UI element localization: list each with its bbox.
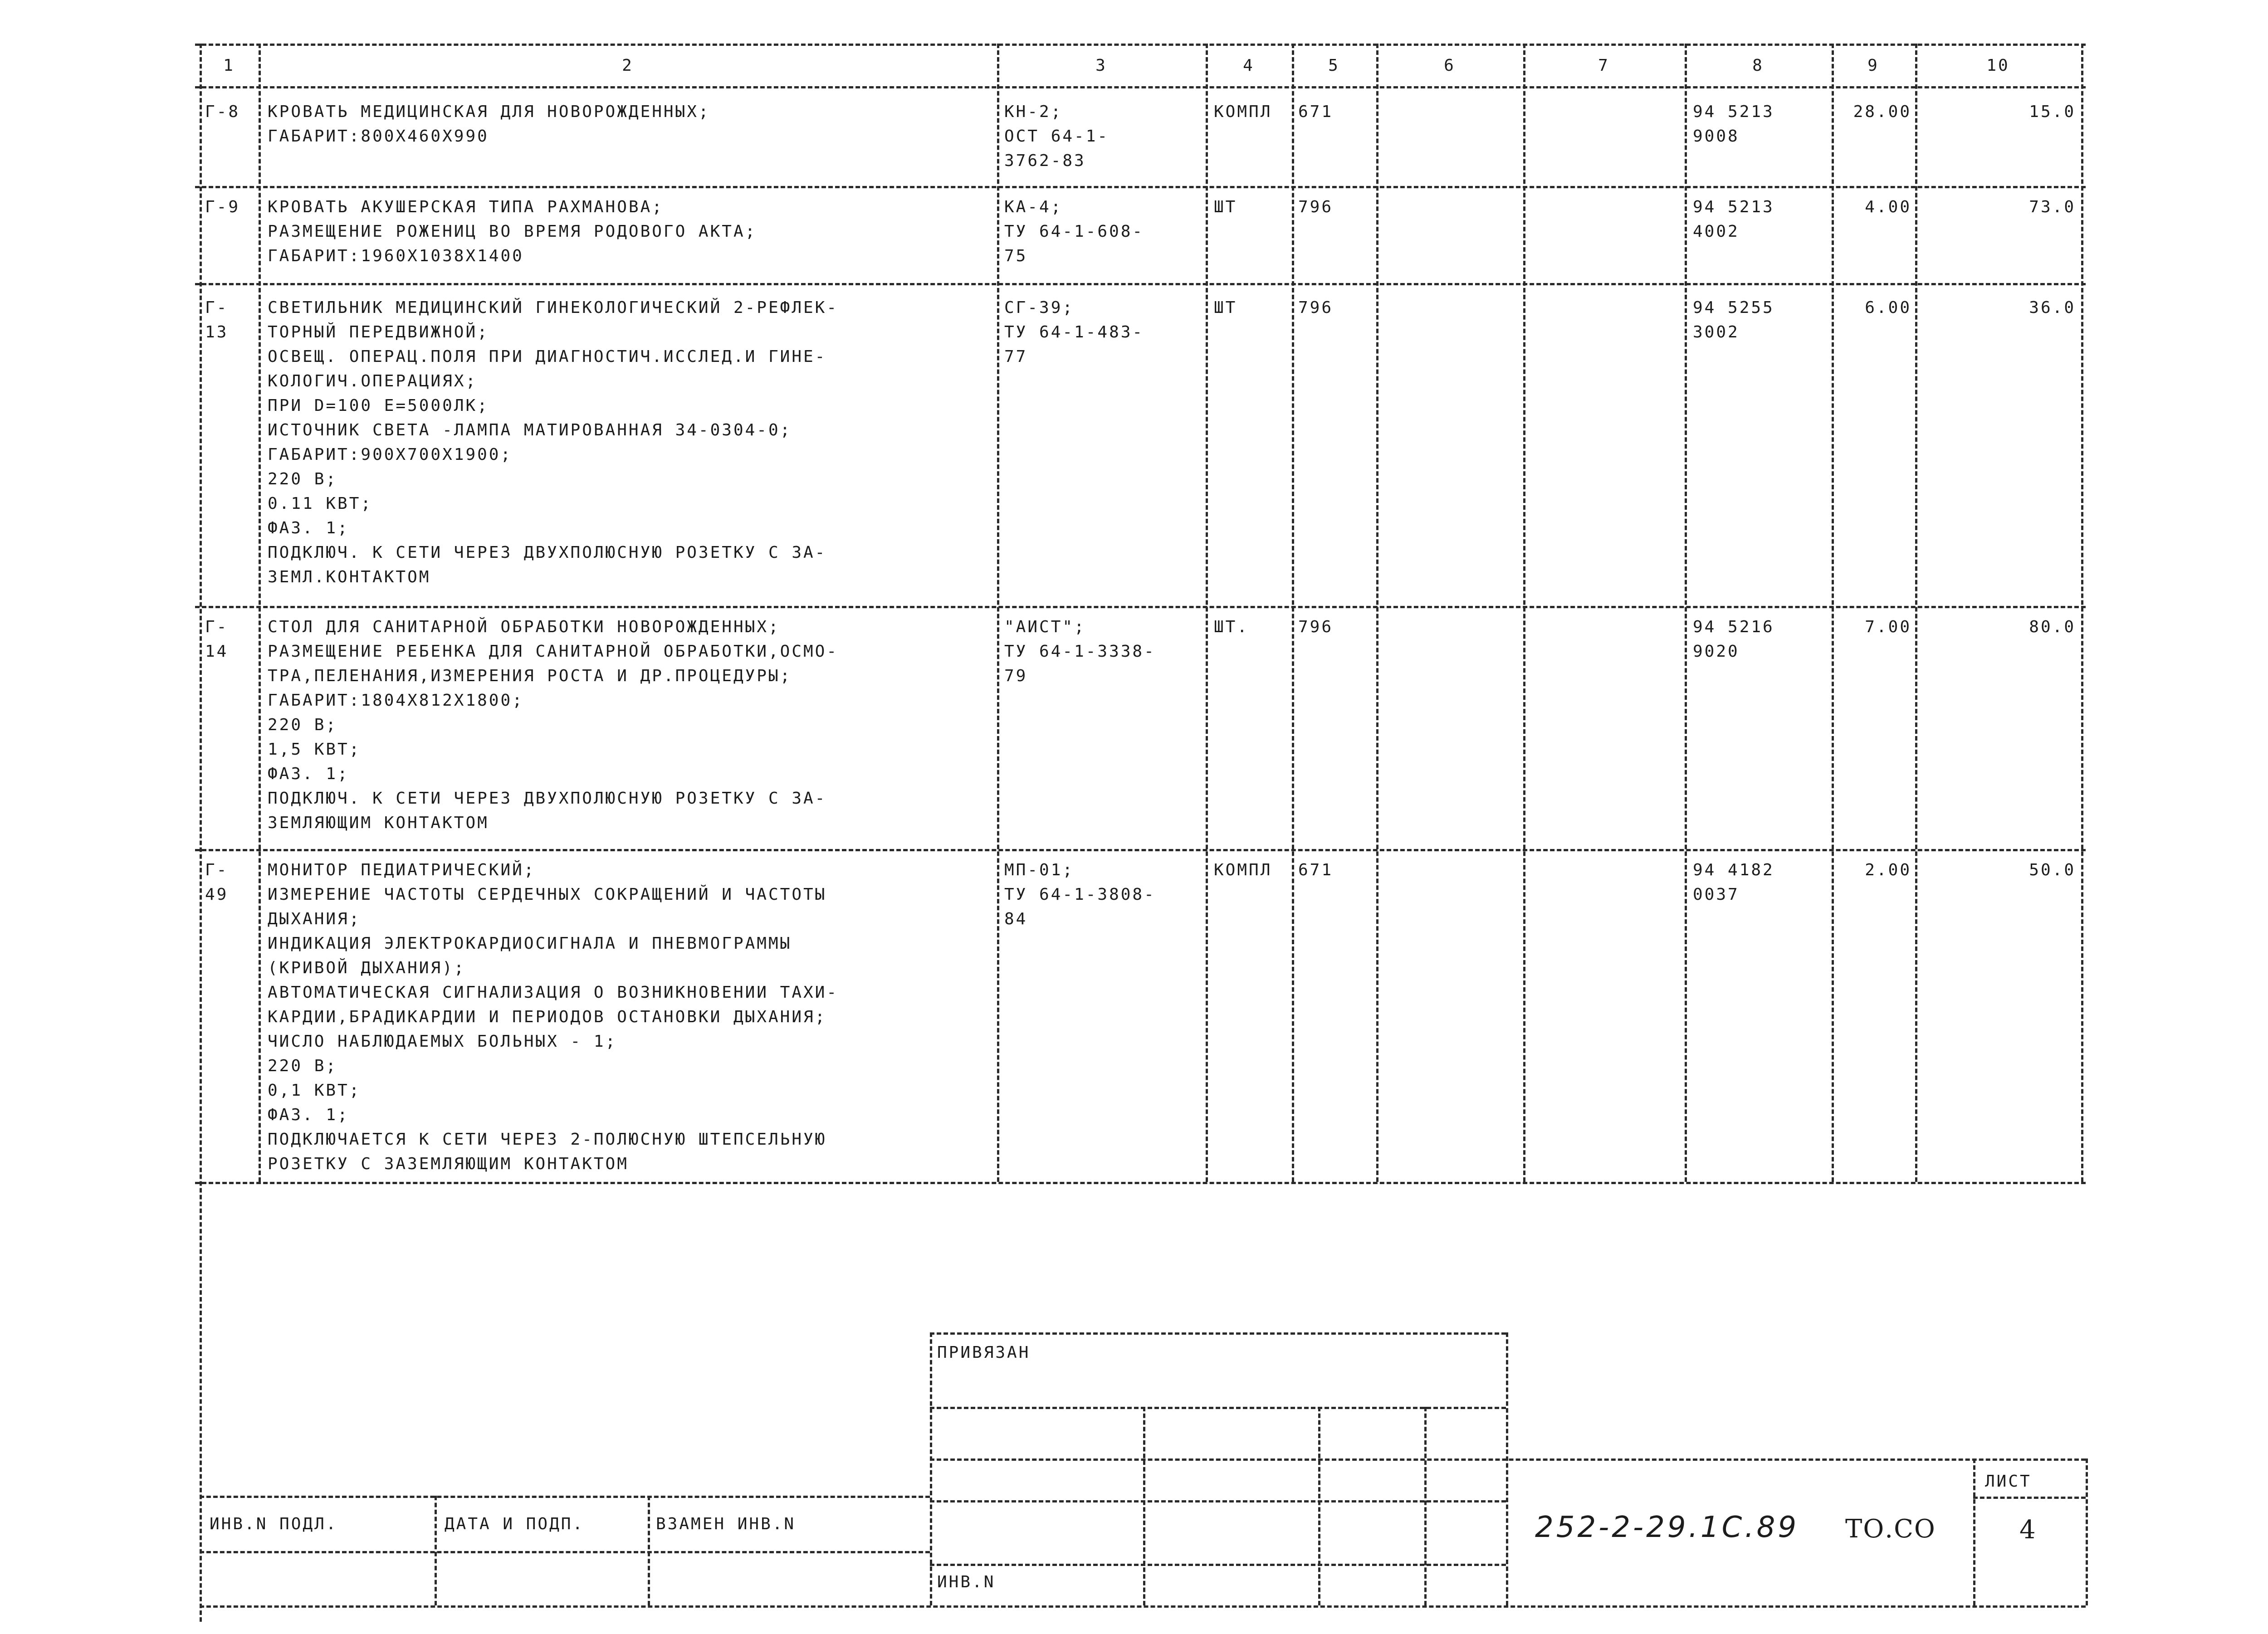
cell-text: КРОВАТЬ МЕДИЦИНСКАЯ ДЛЯ НОВОРОЖДЕННЫХ; (268, 102, 710, 121)
cell-text: КН-2; (1004, 102, 1063, 121)
stamp-line (930, 1500, 1506, 1502)
cell-text: 796 (1298, 198, 1334, 216)
cell-text: 73.0 (2029, 198, 2076, 216)
cell-text: 14 (205, 642, 229, 661)
cell-text: 77 (1004, 347, 1028, 366)
cell-text: 2.00 (1865, 861, 1911, 879)
cell-text: ОСТ 64-1- (1004, 127, 1110, 146)
cell-text: 36.0 (2029, 298, 2076, 317)
cell-text: ИНДИКАЦИЯ ЭЛЕКТРОКАРДИОСИГНАЛА И ПНЕВМОГРАММЫ (268, 934, 792, 953)
cell-text: ФАЗ. 1; (268, 1106, 349, 1124)
row-divider (195, 186, 2086, 188)
cell-text: (КРИВОЙ ДЫХАНИЯ); (268, 959, 466, 977)
cell-text: Г-8 (205, 102, 240, 121)
column-line (997, 44, 999, 1182)
cell-text: 94 4182 (1693, 861, 1774, 879)
cell-text: ИСТОЧНИК СВЕТА -ЛАМПА МАТИРОВАННАЯ 34-0304-0; (268, 421, 792, 439)
stamp-line (1973, 1497, 2086, 1499)
cell-text: Г-9 (205, 198, 240, 216)
cell-text: РАЗМЕЩЕНИЕ РОЖЕНИЦ ВО ВРЕМЯ РОДОВОГО АКТА; (268, 222, 757, 241)
cell-text: ЗЕМЛЯЮЩИМ КОНТАКТОМ (268, 814, 489, 832)
cell-text: 79 (1004, 667, 1028, 685)
cell-text: ШТ. (1214, 618, 1249, 636)
stamp-line (200, 1551, 930, 1553)
stamp-line (1506, 1332, 1508, 1605)
row-divider (195, 849, 2086, 851)
stamp-line (200, 1496, 930, 1498)
cell-text: СВЕТИЛЬНИК МЕДИЦИНСКИЙ ГИНЕКОЛОГИЧЕСКИЙ 2-РЕФЛЕК- (268, 298, 839, 317)
cell-text: 13 (205, 323, 229, 341)
stamp-inv-podl: ИНВ.N ПОДЛ. (210, 1515, 338, 1533)
cell-text: "АИСТ"; (1004, 618, 1086, 636)
column-line (1376, 44, 1378, 1182)
cell-text: 1,5 КВТ; (268, 740, 361, 759)
header-cell: 9 (1867, 56, 1879, 75)
column-line (1292, 44, 1294, 1182)
stamp-inv-n: ИНВ.N (937, 1573, 996, 1591)
cell-text: МП-01; (1004, 861, 1075, 879)
table-top-border (195, 44, 2086, 46)
cell-text: 4.00 (1865, 198, 1911, 216)
cell-text: КОМПЛ (1214, 861, 1272, 879)
cell-text: ТОРНЫЙ ПЕРЕДВИЖНОЙ; (268, 323, 489, 341)
cell-text: ПОДКЛЮЧАЕТСЯ К СЕТИ ЧЕРЕЗ 2-ПОЛЮСНУЮ ШТЕПСЕЛЬНУЮ (268, 1130, 827, 1149)
cell-text: 3762-83 (1004, 151, 1086, 170)
cell-text: 94 5255 (1693, 298, 1774, 317)
stamp-line (200, 1605, 2086, 1608)
column-line (1523, 44, 1525, 1182)
cell-text: МОНИТОР ПЕДИАТРИЧЕСКИЙ; (268, 861, 536, 879)
row-divider (195, 283, 2086, 285)
cell-text: РОЗЕТКУ С ЗАЗЕМЛЯЮЩИМ КОНТАКТОМ (268, 1155, 629, 1173)
cell-text: 796 (1298, 298, 1334, 317)
stamp-line (930, 1332, 1506, 1335)
header-cell: 6 (1444, 56, 1456, 75)
table-bottom-border (195, 1182, 2086, 1184)
cell-text: КОМПЛ (1214, 102, 1272, 121)
header-cell: 1 (223, 56, 235, 75)
cell-text: 75 (1004, 247, 1028, 265)
cell-text: ПОДКЛЮЧ. К СЕТИ ЧЕРЕЗ ДВУХПОЛЮСНУЮ РОЗЕТКУ С ЗА- (268, 543, 827, 562)
cell-text: 220 В; (268, 470, 338, 488)
header-cell: 3 (1095, 56, 1107, 75)
cell-text: 0037 (1693, 885, 1740, 904)
cell-text: 6.00 (1865, 298, 1911, 317)
stamp-data-podp: ДАТА И ПОДП. (445, 1515, 585, 1533)
cell-text: РАЗМЕЩЕНИЕ РЕБЕНКА ДЛЯ САНИТАРНОЙ ОБРАБОТКИ,ОСМО- (268, 642, 839, 661)
cell-text: 49 (205, 885, 229, 904)
stamp-line (930, 1332, 932, 1605)
cell-text: Г- (205, 298, 229, 317)
cell-text: ТУ 64-1-3808- (1004, 885, 1156, 904)
cell-text: ЧИСЛО НАБЛЮДАЕМЫХ БОЛЬНЫХ - 1; (268, 1032, 617, 1051)
stamp-list-number: 4 (2019, 1515, 2037, 1545)
cell-text: 7.00 (1865, 618, 1911, 636)
column-line (200, 44, 202, 1622)
stamp-line (1318, 1407, 1320, 1605)
cell-text: 671 (1298, 861, 1334, 879)
cell-text: 4002 (1693, 222, 1740, 241)
cell-text: 50.0 (2029, 861, 2076, 879)
cell-text: ТУ 64-1-483- (1004, 323, 1144, 341)
cell-text: ЗЕМЛ.КОНТАКТОМ (268, 568, 431, 586)
cell-text: ФАЗ. 1; (268, 519, 349, 537)
cell-text: ТУ 64-1-3338- (1004, 642, 1156, 661)
cell-text: КА-4; (1004, 198, 1063, 216)
stamp-line (1973, 1458, 1975, 1605)
stamp-line (930, 1564, 1506, 1566)
cell-text: 15.0 (2029, 102, 2076, 121)
column-line (1832, 44, 1834, 1182)
cell-text: 9020 (1693, 642, 1740, 661)
cell-text: ГАБАРИТ:900Х700Х1900; (268, 445, 513, 464)
header-cell: 4 (1243, 56, 1255, 75)
cell-text: 80.0 (2029, 618, 2076, 636)
cell-text: 94 5216 (1693, 618, 1774, 636)
cell-text: 220 В; (268, 716, 338, 734)
stamp-privyazan: ПРИВЯЗАН (937, 1343, 1031, 1362)
stamp-line (930, 1407, 1506, 1409)
header-cell: 7 (1598, 56, 1610, 75)
cell-text: СГ-39; (1004, 298, 1075, 317)
cell-text: 0.11 КВТ; (268, 494, 373, 513)
cell-text: КРОВАТЬ АКУШЕРСКАЯ ТИПА РАХМАНОВА; (268, 198, 664, 216)
column-line (1915, 44, 1917, 1182)
stamp-doc-mark: ТО.СО (1845, 1514, 1936, 1544)
cell-text: ГАБАРИТ:800Х460Х990 (268, 127, 489, 146)
cell-text: КОЛОГИЧ.ОПЕРАЦИЯХ; (268, 372, 478, 390)
cell-text: 28.00 (1853, 102, 1911, 121)
cell-text: 9008 (1693, 127, 1740, 146)
stamp-list-label: ЛИСТ (1985, 1472, 2032, 1491)
column-line (2081, 44, 2083, 1182)
cell-text: ГАБАРИТ:1960Х1038Х1400 (268, 247, 524, 265)
cell-text: ШТ (1214, 298, 1237, 317)
cell-text: ТРА,ПЕЛЕНАНИЯ,ИЗМЕРЕНИЯ РОСТА И ДР.ПРОЦЕДУРЫ; (268, 667, 792, 685)
cell-text: ПОДКЛЮЧ. К СЕТИ ЧЕРЕЗ ДВУХПОЛЮСНУЮ РОЗЕТКУ С ЗА- (268, 789, 827, 808)
stamp-line (648, 1496, 650, 1605)
cell-text: 84 (1004, 910, 1028, 928)
cell-text: Г- (205, 618, 229, 636)
row-divider (195, 606, 2086, 608)
stamp-line (1424, 1407, 1427, 1605)
stamp-vzamen: ВЗАМЕН ИНВ.N (656, 1515, 796, 1533)
stamp-line (435, 1496, 437, 1605)
cell-text: 3002 (1693, 323, 1740, 341)
cell-text: ГАБАРИТ:1804Х812Х1800; (268, 691, 524, 710)
stamp-line (1143, 1407, 1145, 1605)
cell-text: 796 (1298, 618, 1334, 636)
header-cell: 2 (622, 56, 634, 75)
cell-text: 671 (1298, 102, 1334, 121)
header-cell: 8 (1752, 56, 1764, 75)
cell-text: ПРИ D=100 E=5000ЛК; (268, 396, 489, 415)
column-line (1206, 44, 1208, 1182)
cell-text: ИЗМЕРЕНИЕ ЧАСТОТЫ СЕРДЕЧНЫХ СОКРАЩЕНИЙ И ЧАСТОТЫ (268, 885, 827, 904)
cell-text: КАРДИИ,БРАДИКАРДИИ И ПЕРИОДОВ ОСТАНОВКИ ДЫХАНИЯ; (268, 1008, 827, 1026)
cell-text: Г- (205, 861, 229, 879)
column-line (1685, 44, 1687, 1182)
cell-text: ОСВЕЩ. ОПЕРАЦ.ПОЛЯ ПРИ ДИАГНОСТИЧ.ИССЛЕД.И ГИНЕ- (268, 347, 827, 366)
column-line (259, 44, 261, 1182)
stamp-doc-code: 252-2-29.1С.89 (1535, 1511, 1799, 1544)
cell-text: 94 5213 (1693, 102, 1774, 121)
cell-text: 220 В; (268, 1057, 338, 1075)
stamp-line (2086, 1458, 2088, 1605)
cell-text: ШТ (1214, 198, 1237, 216)
cell-text: АВТОМАТИЧЕСКАЯ СИГНАЛИЗАЦИЯ О ВОЗНИКНОВЕНИИ ТАХИ- (268, 983, 839, 1002)
cell-text: СТОЛ ДЛЯ САНИТАРНОЙ ОБРАБОТКИ НОВОРОЖДЕННЫХ; (268, 618, 780, 636)
header-cell: 5 (1328, 56, 1340, 75)
cell-text: ТУ 64-1-608- (1004, 222, 1144, 241)
cell-text: 0,1 КВТ; (268, 1081, 361, 1100)
cell-text: 94 5213 (1693, 198, 1774, 216)
header-bottom-border (195, 86, 2086, 88)
header-cell: 10 (1986, 56, 2010, 75)
cell-text: ДЫХАНИЯ; (268, 910, 361, 928)
cell-text: ФАЗ. 1; (268, 765, 349, 783)
